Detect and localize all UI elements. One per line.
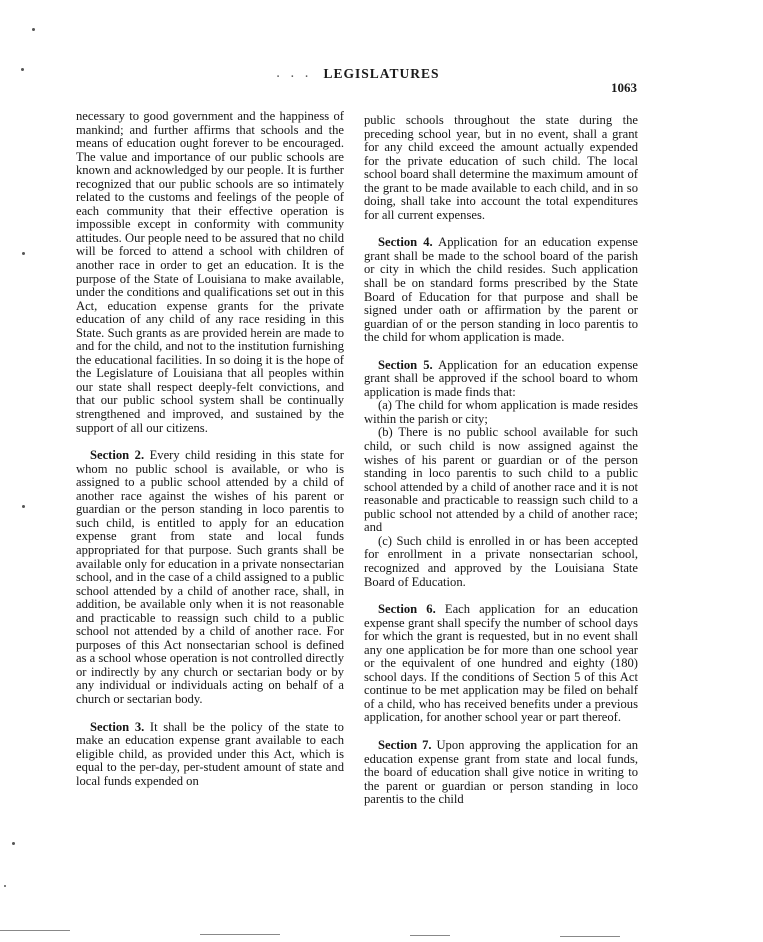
section-6-label: Section 6. (378, 602, 436, 617)
page-number: 1063 (611, 80, 637, 95)
section-4-paragraph (364, 236, 638, 344)
section-6-text: Each application for an education expense grant shall specify the number of school days for which the grant is requested, but in no event shall any one application be for more than one school year or the equivalent of one hundred and eighty (180) school days. If the conditions of Section 5 of this Act continue to be met application may be filed on behalf of a child, who has received benefits under a previous application, for another school year or part thereof. (364, 602, 638, 725)
paragraph-section-3-continued: public schools throughout the state during the preceding school year, but in no event, shall a grant for any child exceed the amount actually expended for the private education of such child. The local school board shall determine the maximum amount of the grant to be made available to each child, and in so doing, shall take into account the total expenditures for all current expenses. (364, 113, 638, 222)
scan-edge-line (560, 936, 620, 937)
section-5-item-a: (a) The child for whom application is made resides within the parish or city; (364, 398, 638, 426)
section-5-label: Section 5. (378, 357, 433, 372)
scan-speck (4, 885, 6, 887)
header-dots: . . . (276, 66, 312, 81)
scan-speck (12, 842, 15, 845)
section-5-paragraph (364, 359, 638, 400)
section-2-paragraph (76, 449, 344, 706)
scan-edge-line (200, 934, 280, 935)
section-2-label: Section 2. (90, 448, 145, 463)
section-3-text: It shall be the policy of the state to make an education expense grant available to each eligible child, as provided under this Act, which is equal to the per-day, per-student amount of state and local funds expended on (76, 719, 344, 788)
section-6-paragraph (364, 603, 638, 725)
section-4-text: Application for an education expense grant shall be made to the school board of the parish or city in which the child resides. Such application shall be on standard forms prescribed by the State Board of Education for that purpose and shall be signed under oath or affirmation by the parent or guardian of or the person standing in loco parentis to the child for whom application is made. (364, 235, 638, 345)
scan-speck (22, 505, 25, 508)
right-column (364, 114, 638, 807)
scan-edge-line (0, 930, 70, 931)
section-7-paragraph (364, 739, 638, 807)
section-4-label: Section 4. (378, 235, 433, 250)
section-5-item-c: (c) Such child is enrolled in or has been accepted for enrollment in a private nonsectarian school, recognized and approved by the Louisiana State Board of Education. (364, 533, 638, 589)
scan-speck (32, 28, 35, 31)
section-5-item-b: (b) There is no public school available for such child, or such child is now assigned against the wishes of his parent or guardian or of the person standing in loco parentis to such child to a public school attended by a child of another race and it is not reasonable and practicable to reassign such child to a public school not attended by a child of another race; and (364, 425, 638, 535)
section-7-text: Upon approving the application for an education expense grant from state and local funds, the board of education shall give notice in writing to the parent or guardian or person standing in loco parentis to the child (364, 737, 638, 807)
running-header-title: LEGISLATURES (323, 66, 440, 81)
scan-speck (21, 68, 24, 71)
paragraph-intro-continued: necessary to good government and the happiness of mankind; and further affirms that schools and the means of education ought forever to be encouraged. The value and importance of our public schools are known and acknowledged by our people. It is further recognized that our public schools are so intimately related to the customs and feelings of the people of each community that their effective operation is impossible except in conformity with community attitudes. Our people need to be assured that no child will be forced to attend a school with children of another race in order to get an education. It is the purpose of the State of Louisiana to make available, under the conditions and qualifications set out in this Act, education expense grants for the private education of any child of any race residing in this State. Such grants as are provided herein are made to and for the child, and not to the institution furnishing the educational facilities. In so doing it is the hope of the Legislature of Louisiana that all peoples within our state shall respect deeply-felt convictions, and that our public school system shall be continually strengthened and improved, and sustained by the support of all our citizens. (76, 109, 344, 435)
section-3-label: Section 3. (90, 719, 145, 734)
scan-edge-line (410, 935, 450, 936)
section-3-paragraph (76, 721, 344, 789)
section-2-text: Every child residing in this state for whom no public school is available, or who is assigned to a public school attended by a child of another race against the wishes of his parent or guardian or the person standing in loco parentis to such child, is entitled to apply for an education expense grant from state and local funds appropriated for that purpose. Such grants shall be available only for education in a private nonsectarian school, and in the case of a child assigned to a public school attended by a child of another race, shall, in addition, be available only when it is not reasonable and practicable to reassign such child to a public school not attended by a child of another race. For purposes of this Act nonsectarian school is defined as a school whose operation is not controlled directly or indirectly by any church or sectarian body or by any individual or individuals acting on behalf of a church or sectarian body. (76, 448, 344, 706)
section-7-label: Section 7. (378, 737, 432, 752)
scan-speck (22, 252, 25, 255)
left-column (76, 110, 344, 788)
section-5-text: Application for an education expense grant shall be approved if the school board to whom application is made finds that: (364, 357, 638, 399)
